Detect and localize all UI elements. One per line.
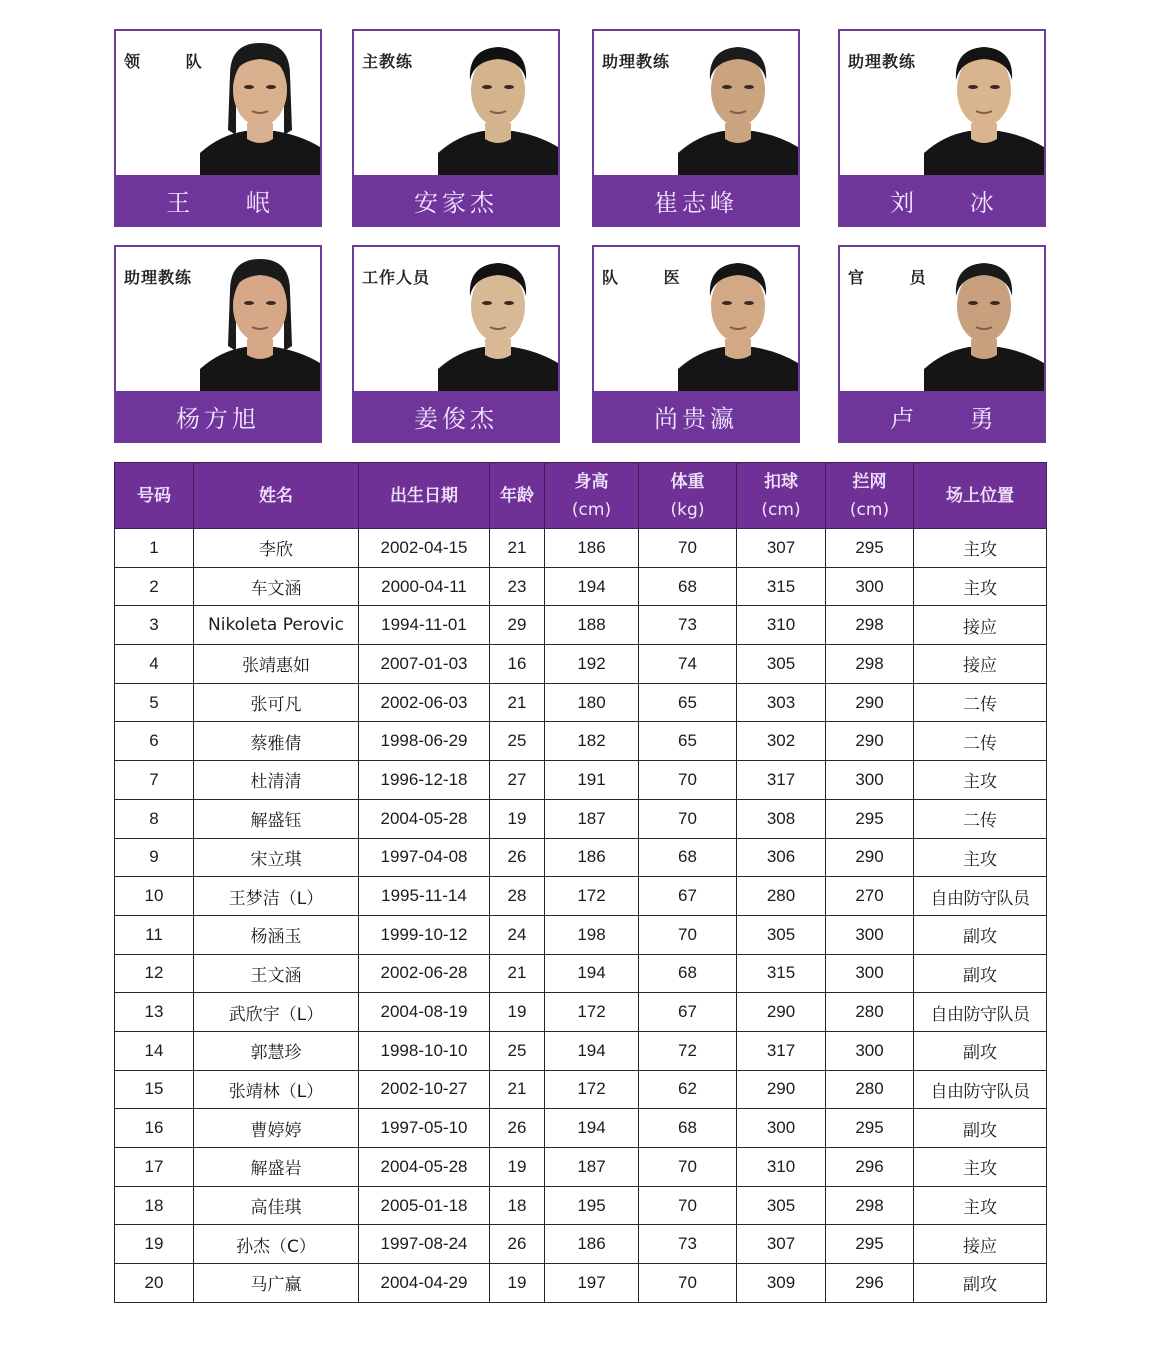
- cell-spike: 317: [737, 1031, 826, 1070]
- cell-birthdate: 2002-06-03: [359, 683, 490, 722]
- cell-number: 16: [115, 1109, 194, 1148]
- staff-card: [592, 29, 800, 227]
- cell-spike: 315: [737, 567, 826, 606]
- cell-spike: 302: [737, 722, 826, 761]
- cell-position: 副攻: [914, 954, 1047, 993]
- staff-name: 王 岷: [116, 175, 320, 225]
- staff-card: [114, 29, 322, 227]
- cell-number: 20: [115, 1264, 194, 1303]
- staff-role-label: 助理教练: [602, 52, 671, 71]
- staff-role-label: 领 队: [124, 52, 222, 71]
- table-row: [115, 838, 1047, 877]
- cell-name: 王梦洁（L）: [194, 877, 359, 916]
- column-header: [737, 463, 826, 529]
- staff-name: 杨方旭: [116, 391, 320, 441]
- cell-position: 接应: [914, 606, 1047, 645]
- cell-height: 198: [545, 915, 639, 954]
- cell-position: 主攻: [914, 1186, 1047, 1225]
- cell-height: 194: [545, 1031, 639, 1070]
- cell-name: 高佳琪: [194, 1186, 359, 1225]
- cell-block: 280: [826, 1070, 914, 1109]
- column-header-label: 拦网: [852, 471, 887, 492]
- cell-age: 19: [490, 799, 545, 838]
- cell-number: 19: [115, 1225, 194, 1264]
- cell-weight: 65: [639, 683, 737, 722]
- cell-birthdate: 2007-01-03: [359, 645, 490, 684]
- cell-spike: 308: [737, 799, 826, 838]
- table-row: [115, 1148, 1047, 1187]
- cell-position: 副攻: [914, 1031, 1047, 1070]
- column-header: [826, 463, 914, 529]
- table-row: [115, 683, 1047, 722]
- table-row: [115, 722, 1047, 761]
- staff-name: 安家杰: [354, 175, 558, 225]
- cell-number: 12: [115, 954, 194, 993]
- cell-number: 3: [115, 606, 194, 645]
- cell-number: 11: [115, 915, 194, 954]
- cell-height: 180: [545, 683, 639, 722]
- column-header-unit: (kg): [670, 499, 705, 520]
- table-row: [115, 1264, 1047, 1303]
- table-row: [115, 799, 1047, 838]
- cell-weight: 70: [639, 799, 737, 838]
- cell-block: 298: [826, 606, 914, 645]
- staff-role-label: 主教练: [362, 52, 414, 71]
- table-row: [115, 1225, 1047, 1264]
- cell-birthdate: 1999-10-12: [359, 915, 490, 954]
- cell-position: 主攻: [914, 838, 1047, 877]
- cell-name: 马广赢: [194, 1264, 359, 1303]
- cell-position: 二传: [914, 799, 1047, 838]
- cell-name: 武欣宇（L）: [194, 993, 359, 1032]
- cell-block: 298: [826, 645, 914, 684]
- cell-age: 21: [490, 1070, 545, 1109]
- portrait-photo-icon: [438, 251, 558, 391]
- column-header-label: 出生日期: [390, 485, 458, 506]
- cell-birthdate: 2004-05-28: [359, 1148, 490, 1187]
- cell-height: 186: [545, 1225, 639, 1264]
- cell-height: 194: [545, 954, 639, 993]
- cell-block: 295: [826, 529, 914, 568]
- staff-role-label: 助理教练: [124, 268, 193, 287]
- table-row: [115, 1109, 1047, 1148]
- cell-name: 郭慧珍: [194, 1031, 359, 1070]
- cell-number: 18: [115, 1186, 194, 1225]
- portrait-photo-icon: [200, 35, 320, 175]
- cell-weight: 65: [639, 722, 737, 761]
- cell-height: 195: [545, 1186, 639, 1225]
- cell-position: 二传: [914, 722, 1047, 761]
- cell-block: 290: [826, 722, 914, 761]
- cell-weight: 62: [639, 1070, 737, 1109]
- column-header-unit: (cm): [761, 499, 801, 520]
- column-header-label: 身高: [574, 471, 609, 492]
- cell-age: 19: [490, 1264, 545, 1303]
- table-row: [115, 1070, 1047, 1109]
- table-row: [115, 645, 1047, 684]
- cell-name: 孙杰（C）: [194, 1225, 359, 1264]
- cell-birthdate: 2004-04-29: [359, 1264, 490, 1303]
- cell-name: Nikoleta Perovic: [194, 606, 359, 645]
- portrait-photo-icon: [438, 35, 558, 175]
- cell-birthdate: 1997-04-08: [359, 838, 490, 877]
- cell-weight: 67: [639, 877, 737, 916]
- portrait-photo-icon: [924, 35, 1044, 175]
- cell-spike: 306: [737, 838, 826, 877]
- cell-age: 27: [490, 761, 545, 800]
- staff-name: 卢 勇: [840, 391, 1044, 441]
- cell-birthdate: 2002-06-28: [359, 954, 490, 993]
- table-row: [115, 761, 1047, 800]
- column-header: [639, 463, 737, 529]
- cell-number: 14: [115, 1031, 194, 1070]
- table-row: [115, 877, 1047, 916]
- cell-birthdate: 2002-10-27: [359, 1070, 490, 1109]
- column-header: [194, 463, 359, 529]
- cell-age: 21: [490, 954, 545, 993]
- cell-spike: 310: [737, 1148, 826, 1187]
- cell-block: 295: [826, 1225, 914, 1264]
- cell-name: 解盛岩: [194, 1148, 359, 1187]
- cell-position: 二传: [914, 683, 1047, 722]
- cell-birthdate: 1994-11-01: [359, 606, 490, 645]
- cell-height: 191: [545, 761, 639, 800]
- table-row: [115, 1186, 1047, 1225]
- column-header-label: 姓名: [259, 485, 293, 506]
- cell-name: 蔡雅倩: [194, 722, 359, 761]
- column-header-label: 号码: [137, 485, 171, 506]
- cell-position: 主攻: [914, 567, 1047, 606]
- cell-name: 解盛钰: [194, 799, 359, 838]
- cell-height: 187: [545, 799, 639, 838]
- cell-position: 主攻: [914, 761, 1047, 800]
- cell-block: 270: [826, 877, 914, 916]
- cell-age: 19: [490, 1148, 545, 1187]
- cell-spike: 309: [737, 1264, 826, 1303]
- cell-weight: 68: [639, 567, 737, 606]
- cell-weight: 70: [639, 1148, 737, 1187]
- cell-name: 宋立琪: [194, 838, 359, 877]
- cell-spike: 307: [737, 529, 826, 568]
- column-header: [115, 463, 194, 529]
- column-header-label: 年龄: [500, 485, 534, 506]
- cell-spike: 305: [737, 645, 826, 684]
- cell-number: 10: [115, 877, 194, 916]
- column-header: [914, 463, 1047, 529]
- table-row: [115, 993, 1047, 1032]
- column-header-unit: (cm): [849, 499, 890, 520]
- cell-age: 23: [490, 567, 545, 606]
- cell-block: 300: [826, 567, 914, 606]
- cell-spike: 280: [737, 877, 826, 916]
- cell-spike: 305: [737, 915, 826, 954]
- cell-position: 接应: [914, 645, 1047, 684]
- cell-position: 副攻: [914, 1264, 1047, 1303]
- staff-name: 姜俊杰: [354, 391, 558, 441]
- column-header: [545, 463, 639, 529]
- cell-number: 5: [115, 683, 194, 722]
- cell-birthdate: 1996-12-18: [359, 761, 490, 800]
- cell-block: 300: [826, 761, 914, 800]
- cell-age: 28: [490, 877, 545, 916]
- cell-height: 186: [545, 529, 639, 568]
- cell-name: 张靖惠如: [194, 645, 359, 684]
- column-header: [359, 463, 490, 529]
- cell-weight: 74: [639, 645, 737, 684]
- cell-weight: 70: [639, 529, 737, 568]
- cell-age: 25: [490, 722, 545, 761]
- cell-height: 188: [545, 606, 639, 645]
- cell-number: 4: [115, 645, 194, 684]
- staff-card: [114, 245, 322, 443]
- cell-number: 9: [115, 838, 194, 877]
- cell-weight: 70: [639, 1264, 737, 1303]
- cell-birthdate: 2002-04-15: [359, 529, 490, 568]
- staff-card: [352, 29, 560, 227]
- cell-spike: 310: [737, 606, 826, 645]
- cell-spike: 290: [737, 1070, 826, 1109]
- cell-block: 295: [826, 799, 914, 838]
- cell-birthdate: 1997-05-10: [359, 1109, 490, 1148]
- staff-card: [838, 29, 1046, 227]
- cell-position: 副攻: [914, 1109, 1047, 1148]
- table-row: [115, 915, 1047, 954]
- cell-age: 26: [490, 838, 545, 877]
- cell-weight: 68: [639, 954, 737, 993]
- cell-age: 21: [490, 529, 545, 568]
- cell-name: 王文涵: [194, 954, 359, 993]
- cell-block: 290: [826, 838, 914, 877]
- staff-role-label: 队 医: [602, 268, 700, 287]
- table-row: [115, 567, 1047, 606]
- cell-age: 25: [490, 1031, 545, 1070]
- column-header: [490, 463, 545, 529]
- cell-number: 15: [115, 1070, 194, 1109]
- cell-block: 296: [826, 1148, 914, 1187]
- cell-spike: 307: [737, 1225, 826, 1264]
- cell-age: 26: [490, 1109, 545, 1148]
- cell-position: 主攻: [914, 529, 1047, 568]
- staff-card: [838, 245, 1046, 443]
- staff-role-label: 助理教练: [848, 52, 917, 71]
- cell-name: 张可凡: [194, 683, 359, 722]
- cell-birthdate: 2000-04-11: [359, 567, 490, 606]
- cell-position: 自由防守队员: [914, 993, 1047, 1032]
- column-header-unit: (cm): [571, 499, 612, 520]
- cell-spike: 315: [737, 954, 826, 993]
- cell-spike: 300: [737, 1109, 826, 1148]
- table-row: [115, 1031, 1047, 1070]
- cell-age: 16: [490, 645, 545, 684]
- cell-position: 自由防守队员: [914, 1070, 1047, 1109]
- portrait-photo-icon: [678, 251, 798, 391]
- cell-birthdate: 2004-08-19: [359, 993, 490, 1032]
- cell-number: 17: [115, 1148, 194, 1187]
- cell-name: 车文涵: [194, 567, 359, 606]
- cell-spike: 303: [737, 683, 826, 722]
- cell-height: 187: [545, 1148, 639, 1187]
- cell-birthdate: 2005-01-18: [359, 1186, 490, 1225]
- cell-weight: 72: [639, 1031, 737, 1070]
- cell-spike: 317: [737, 761, 826, 800]
- cell-name: 杜清清: [194, 761, 359, 800]
- staff-name: 崔志峰: [594, 175, 798, 225]
- cell-weight: 68: [639, 838, 737, 877]
- cell-block: 296: [826, 1264, 914, 1303]
- staff-card: [352, 245, 560, 443]
- staff-name: 尚贵瀛: [594, 391, 798, 441]
- cell-name: 张靖林（L）: [194, 1070, 359, 1109]
- cell-birthdate: 2004-05-28: [359, 799, 490, 838]
- cell-birthdate: 1998-06-29: [359, 722, 490, 761]
- cell-position: 主攻: [914, 1148, 1047, 1187]
- cell-height: 186: [545, 838, 639, 877]
- column-header-label: 场上位置: [946, 485, 1014, 506]
- cell-weight: 70: [639, 915, 737, 954]
- table-row: [115, 606, 1047, 645]
- cell-number: 6: [115, 722, 194, 761]
- cell-number: 13: [115, 993, 194, 1032]
- cell-age: 21: [490, 683, 545, 722]
- cell-weight: 70: [639, 1186, 737, 1225]
- cell-name: 李欣: [194, 529, 359, 568]
- cell-height: 192: [545, 645, 639, 684]
- cell-block: 300: [826, 954, 914, 993]
- staff-role-label: 官 员: [848, 268, 946, 287]
- cell-age: 29: [490, 606, 545, 645]
- cell-height: 172: [545, 993, 639, 1032]
- cell-spike: 305: [737, 1186, 826, 1225]
- cell-block: 300: [826, 915, 914, 954]
- cell-number: 7: [115, 761, 194, 800]
- cell-position: 副攻: [914, 915, 1047, 954]
- cell-number: 8: [115, 799, 194, 838]
- staff-role-label: 工作人员: [362, 268, 431, 287]
- cell-weight: 67: [639, 993, 737, 1032]
- column-header-label: 扣球: [764, 471, 798, 492]
- cell-block: 300: [826, 1031, 914, 1070]
- cell-age: 18: [490, 1186, 545, 1225]
- staff-name: 刘 冰: [840, 175, 1044, 225]
- cell-height: 172: [545, 877, 639, 916]
- roster-table: [114, 462, 1047, 1303]
- cell-birthdate: 1995-11-14: [359, 877, 490, 916]
- cell-name: 杨涵玉: [194, 915, 359, 954]
- cell-block: 290: [826, 683, 914, 722]
- cell-weight: 70: [639, 761, 737, 800]
- cell-number: 1: [115, 529, 194, 568]
- cell-position: 自由防守队员: [914, 877, 1047, 916]
- cell-height: 197: [545, 1264, 639, 1303]
- cell-height: 172: [545, 1070, 639, 1109]
- table-row: [115, 529, 1047, 568]
- cell-block: 280: [826, 993, 914, 1032]
- table-row: [115, 954, 1047, 993]
- cell-name: 曹婷婷: [194, 1109, 359, 1148]
- cell-spike: 290: [737, 993, 826, 1032]
- cell-weight: 68: [639, 1109, 737, 1148]
- cell-block: 295: [826, 1109, 914, 1148]
- cell-number: 2: [115, 567, 194, 606]
- cell-age: 24: [490, 915, 545, 954]
- cell-age: 19: [490, 993, 545, 1032]
- cell-weight: 73: [639, 1225, 737, 1264]
- table-header-row: [115, 463, 1047, 529]
- portrait-photo-icon: [678, 35, 798, 175]
- column-header-label: 体重: [670, 471, 705, 492]
- portrait-photo-icon: [200, 251, 320, 391]
- cell-age: 26: [490, 1225, 545, 1264]
- cell-height: 182: [545, 722, 639, 761]
- portrait-photo-icon: [924, 251, 1044, 391]
- cell-height: 194: [545, 1109, 639, 1148]
- cell-height: 194: [545, 567, 639, 606]
- cell-birthdate: 1998-10-10: [359, 1031, 490, 1070]
- staff-card: [592, 245, 800, 443]
- cell-weight: 73: [639, 606, 737, 645]
- cell-block: 298: [826, 1186, 914, 1225]
- cell-birthdate: 1997-08-24: [359, 1225, 490, 1264]
- cell-position: 接应: [914, 1225, 1047, 1264]
